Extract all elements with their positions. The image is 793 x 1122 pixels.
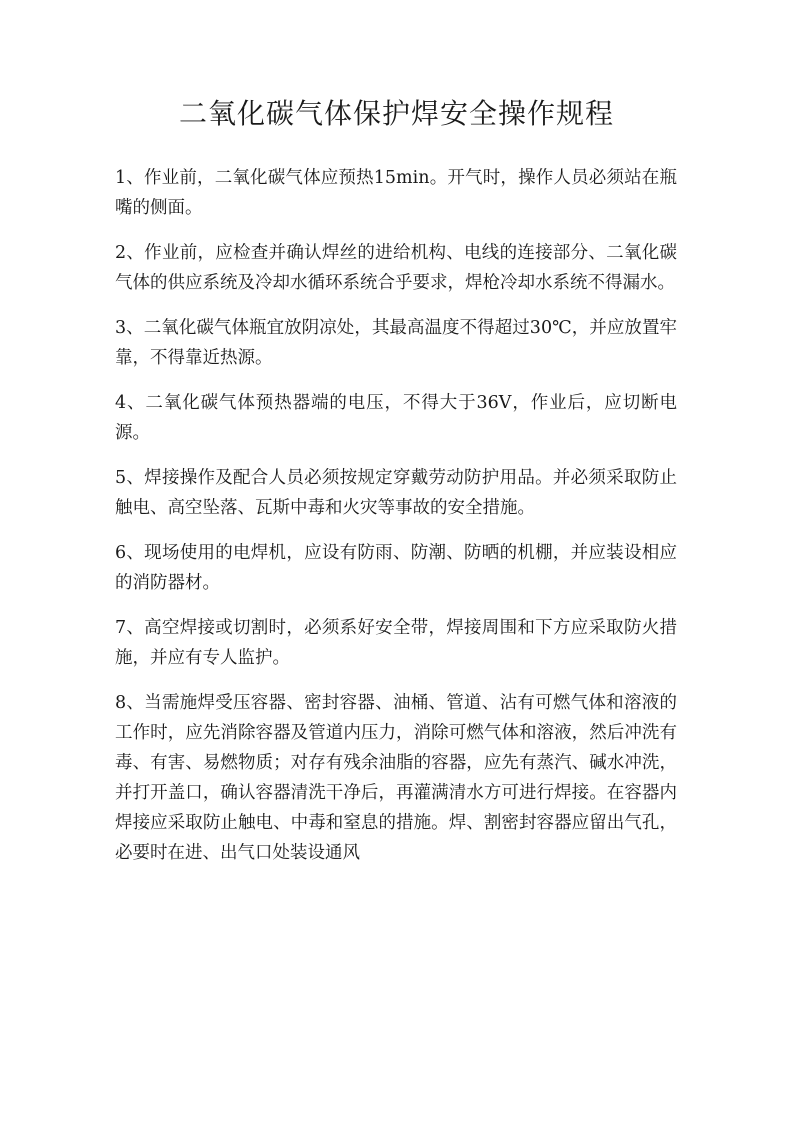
paragraph-4: 4、二氧化碳气体预热器端的电压，不得大于36V，作业后，应切断电源。 xyxy=(115,393,677,443)
document-body xyxy=(115,163,677,883)
paragraph-1: 1、作业前，二氧化碳气体应预热15min。开气时，操作人员必须站在瓶嘴的侧面。 xyxy=(115,168,677,218)
paragraph-7: 7、高空焊接或切割时，必须系好安全带，焊接周围和下方应采取防火措施，并应有专人监护。 xyxy=(115,618,677,668)
paragraph-5: 5、焊接操作及配合人员必须按规定穿戴劳动防护用品。并必须采取防止触电、高空坠落、瓦斯中毒和火灾等事故的安全措施。 xyxy=(115,468,677,518)
paragraph-6: 6、现场使用的电焊机，应设有防雨、防潮、防晒的机棚，并应装设相应的消防器材。 xyxy=(115,543,677,593)
paragraph-2: 2、作业前，应检查并确认焊丝的进给机构、电线的连接部分、二氧化碳气体的供应系统及冷却水循环系统合乎要求，焊枪冷却水系统不得漏水。 xyxy=(115,243,677,293)
document-title: 二氧化碳气体保护焊安全操作规程 xyxy=(178,97,614,130)
paragraph-8: 8、当需施焊受压容器、密封容器、油桶、管道、沾有可燃气体和溶液的工作时，应先消除容器及管道内压力，消除可燃气体和溶液，然后冲洗有毒、有害、易燃物质；对存有残余油脂的容器，应先有蒸汽、碱水冲洗，并打开盖口，确认容器清洗干净后，再灌满清水方可进行焊接。在容器内焊接应采取防止触电、中毒和窒息的措施。焊、割密封容器应留出气孔，必要时在进、出气口处装设通风 xyxy=(115,693,677,863)
paragraph-3: 3、二氧化碳气体瓶宜放阴凉处，其最高温度不得超过30℃，并应放置牢靠，不得靠近热源。 xyxy=(115,318,677,368)
